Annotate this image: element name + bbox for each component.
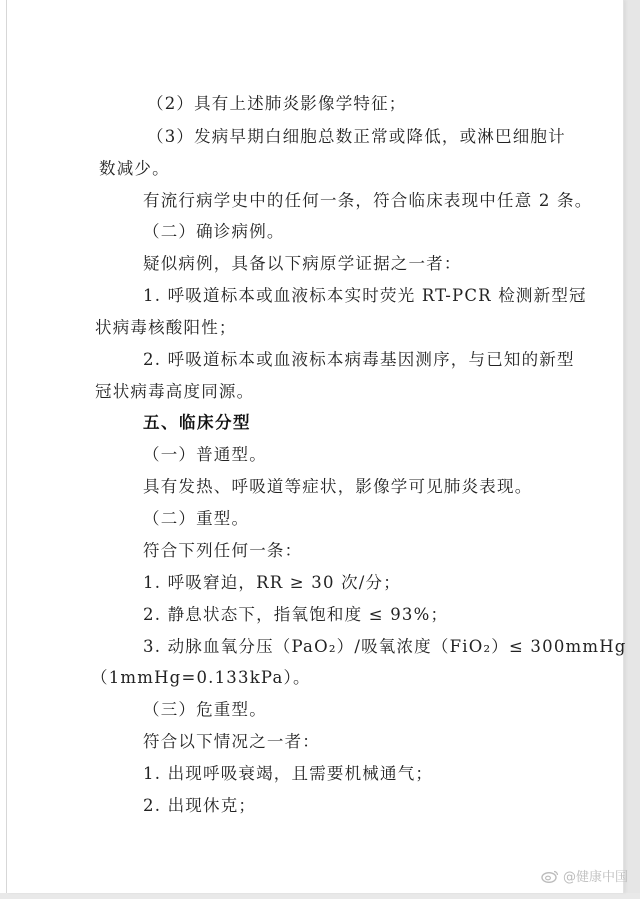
text-line: （2）具有上述肺炎影像学特征； xyxy=(147,94,407,113)
text-line: 2. 出现休克； xyxy=(143,796,257,815)
watermark-text: @健康中国 xyxy=(562,870,628,885)
text-line: 1. 呼吸道标本或血液标本实时荧光 RT-PCR 检测新型冠 xyxy=(143,286,587,305)
text-line: （3）发病早期白细胞总数正常或降低，或淋巴细胞计 xyxy=(147,127,566,146)
text-line: 冠状病毒高度同源。 xyxy=(95,382,255,401)
document-page xyxy=(6,0,627,893)
text-line: 具有发热、呼吸道等症状，影像学可见肺炎表现。 xyxy=(143,477,533,496)
text-line: （一）普通型。 xyxy=(143,445,267,464)
text-line: 1. 出现呼吸衰竭，且需要机械通气； xyxy=(143,764,434,783)
text-line: 有流行病学史中的任何一条，符合临床表现中任意 2 条。 xyxy=(143,191,593,210)
text-line: 2. 呼吸道标本或血液标本病毒基因测序，与已知的新型 xyxy=(143,350,575,369)
text-line: （二）重型。 xyxy=(143,509,250,528)
text-line: 2. 静息状态下，指氧饱和度 ≤ 93%； xyxy=(143,605,449,624)
text-line: 3. 动脉血氧分压（PaO₂）/吸氧浓度（FiO₂）≤ 300mmHg xyxy=(143,637,627,656)
text-line: 1. 呼吸窘迫，RR ≥ 30 次/分； xyxy=(143,573,401,592)
text-line: 疑似病例，具备以下病原学证据之一者： xyxy=(143,254,462,273)
weibo-icon xyxy=(541,869,559,883)
text-line: （1mmHg=0.133kPa）。 xyxy=(91,668,311,687)
watermark xyxy=(541,866,628,885)
text-line: （二）确诊病例。 xyxy=(143,222,285,241)
section-heading: 五、临床分型 xyxy=(143,413,251,432)
text-line: 状病毒核酸阳性； xyxy=(95,318,237,337)
text-line: 符合下列任何一条： xyxy=(143,541,303,560)
right-margin xyxy=(622,0,640,899)
text-line: 数减少。 xyxy=(99,159,170,178)
text-line: 符合以下情况之一者： xyxy=(143,732,320,751)
bottom-margin xyxy=(0,893,640,899)
text-line: （三）危重型。 xyxy=(143,700,267,719)
